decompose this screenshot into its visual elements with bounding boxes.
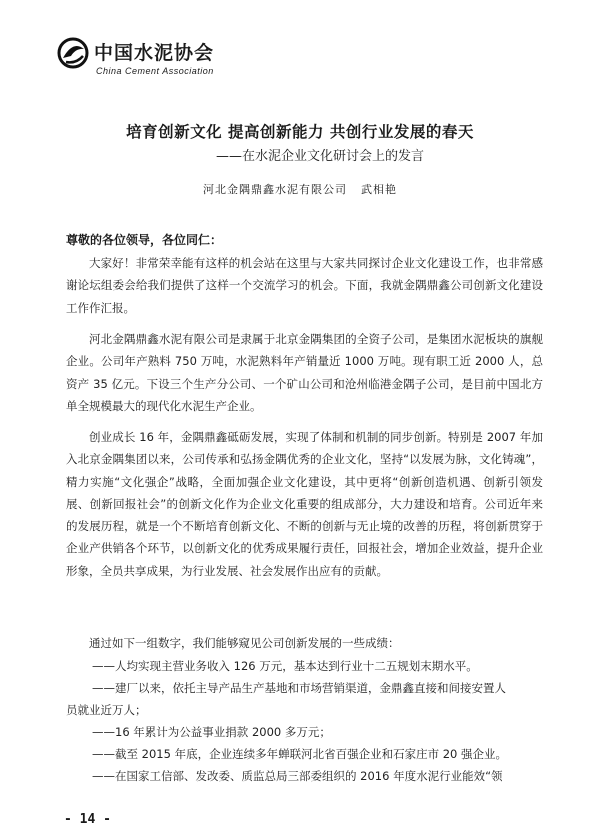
paragraph-achievements-intro: 通过如下一组数字，我们能够窥见公司创新发展的一些成绩： — [89, 636, 400, 650]
page-number: - 14 - — [64, 812, 111, 827]
list-item: ——在国家工信部、发改委、质监总局三部委组织的 2016 年度水泥行业能效“领 — [92, 769, 503, 783]
list-item: ——建厂以来，依托主导产品生产基地和市场营销渠道，金鼎鑫直接和间接安置人 — [92, 681, 506, 695]
salutation: 尊敬的各位领导，各位同仁： — [66, 233, 223, 247]
org-logo — [56, 34, 256, 84]
list-item: ——人均实现主营业务收入 126 万元，基本达到行业十二五规划末期水平。 — [92, 659, 478, 673]
list-item: ——16 年累计为公益事业捐款 2000 多万元； — [92, 725, 331, 739]
paragraph-greeting: 大家好！非常荣幸能有这样的机会站在这里与大家共同探讨企业文化建设工作，也非常感谢论坛组委会给我们提供了这样一个交流学习的机会。下面，我就金隅鼎鑫公司创新文化建设工作作汇报。 — [66, 256, 543, 315]
list-item-continued: 员就业近万人； — [66, 703, 147, 717]
author-line — [0, 181, 600, 197]
cca-emblem-icon — [56, 36, 90, 70]
org-name: 中国水泥协会 — [94, 42, 215, 64]
author-org: 河北金隅鼎鑫水泥有限公司 — [203, 183, 347, 196]
list-item: ——截至 2015 年底，企业连续多年蝉联河北省百强企业和石家庄市 20 强企业。 — [92, 747, 508, 761]
org-name-en: China Cement Association — [96, 66, 214, 76]
article-subtitle: ——在水泥企业文化研讨会上的发言 — [215, 149, 424, 164]
article-title: 培育创新文化 提高创新能力 共创行业发展的春天 — [126, 123, 474, 141]
author-name: 武相艳 — [361, 183, 397, 196]
paragraph-innovation-culture: 创业成长 16 年，金隅鼎鑫砥砺发展，实现了体制和机制的同步创新。特别是 2007 年加入北京金隅集团以来，公司传承和弘扬金隅优秀的企业文化，坚持“以发展为脉，文化铸魂”，精力实施“文化强企”战略，全面加强企业文化建设，其中更将“创新创造机遇、创新引领发展、创新回报社会”的创新文化作为企业文化重要的组成部分，大力建设和培育。公司近年来的发展历程，就是一个不断培育创新文化、不断的创新与无止境的改善的历程，将创新贯穿于企业产供销各个环节，以创新文化的优秀成果履行责任，回报社会，增加企业效益，提升企业形象，全员共享成果，为行业发展、社会发展作出应有的贡献。 — [66, 430, 543, 578]
paragraph-company-intro: 河北金隅鼎鑫水泥有限公司是隶属于北京金隅集团的全资子公司，是集团水泥板块的旗舰企业。公司年产熟料 750 万吨，水泥熟料年产销量近 1000 万吨。现有职工近 2000 人，总资产 35 亿元。下设三个生产分公司、一个矿山公司和沧州临港金隅子公司，是目前中国北方单全规模最大的现代化水泥生产企业。 — [66, 332, 543, 413]
